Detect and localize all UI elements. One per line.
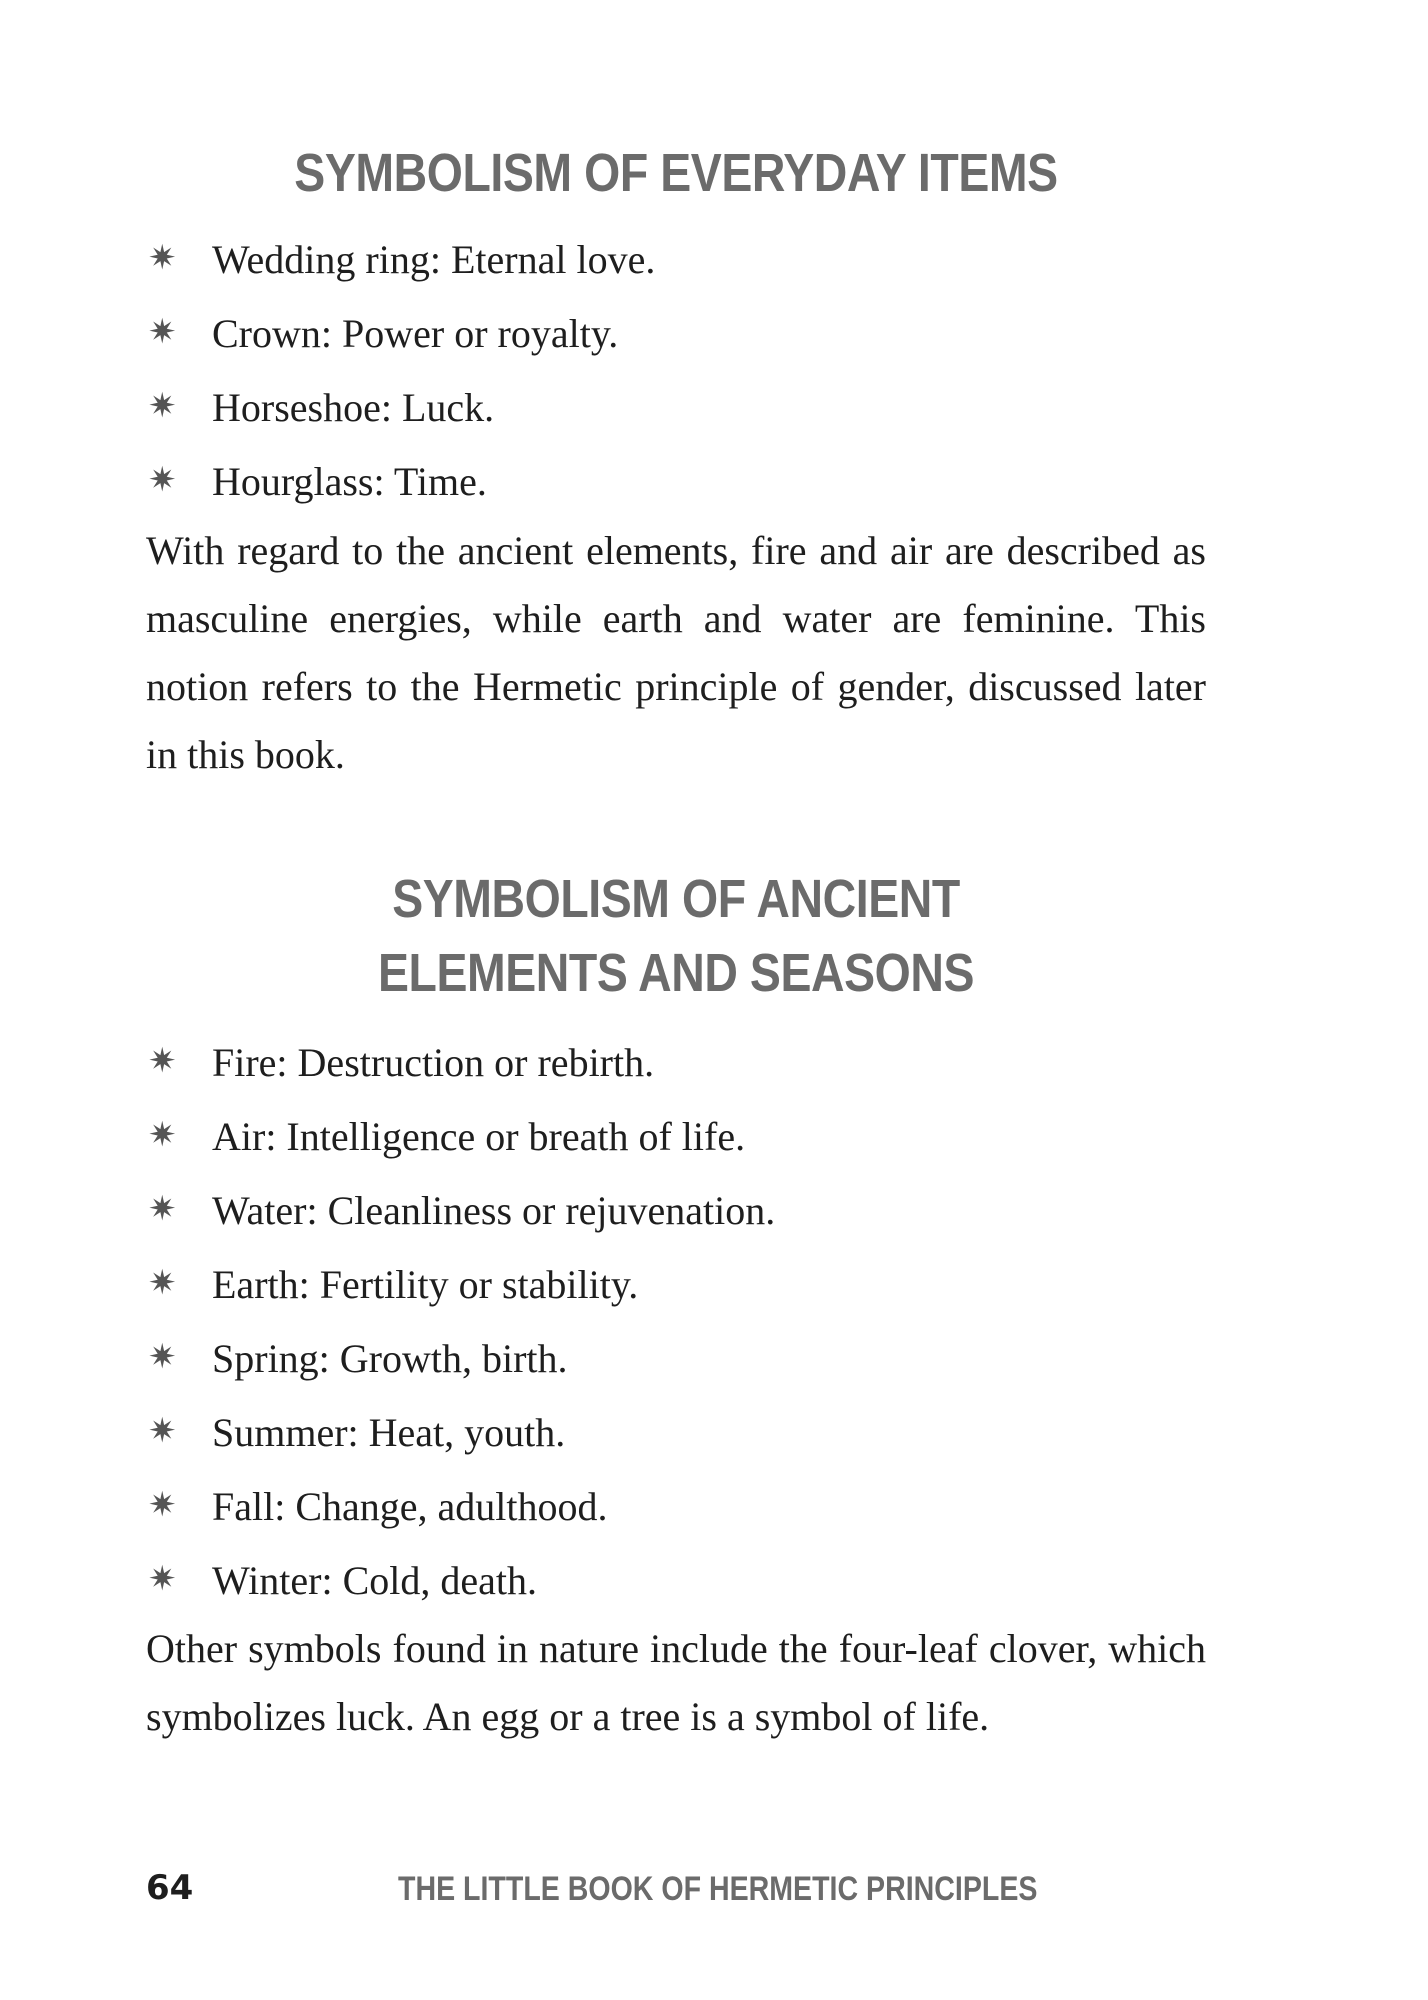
asterisk-star-icon: ✷ <box>148 1487 177 1524</box>
list-item <box>146 444 1206 518</box>
section-heading-elements-seasons <box>220 862 1132 1010</box>
asterisk-star-icon: ✷ <box>148 1339 177 1376</box>
list-item-text: Winter: Cold, death. <box>212 1557 537 1603</box>
asterisk-star-icon: ✷ <box>148 1117 177 1154</box>
list-item <box>146 1173 1206 1247</box>
asterisk-star-icon: ✷ <box>148 240 177 277</box>
elements-seasons-list <box>146 1025 1206 1617</box>
asterisk-star-icon: ✷ <box>148 314 177 351</box>
list-item-text: Fall: Change, adulthood. <box>212 1483 608 1529</box>
asterisk-star-icon: ✷ <box>148 388 177 425</box>
running-title: THE LITTLE BOOK OF HERMETIC PRINCIPLES <box>398 1870 1038 1908</box>
list-item <box>146 222 1206 296</box>
nature-symbols-paragraph: Other symbols found in nature include the four-leaf clover, which symbolizes luck. An egg or a tree is a symbol of life. <box>146 1626 1206 1739</box>
heading-line: SYMBOLISM OF ANCIENT <box>392 869 960 929</box>
elements-gender-paragraph: With regard to the ancient elements, fire and air are described as masculine energies, while earth and water are feminine. This notion refers to the Hermetic principle of gender, discussed later in this book. <box>146 528 1206 777</box>
list-item-text: Summer: Heat, youth. <box>212 1409 566 1455</box>
everyday-items-list <box>146 222 1206 518</box>
list-item-text: Earth: Fertility or stability. <box>212 1261 639 1307</box>
page-footer <box>146 1868 1206 1918</box>
list-item <box>146 370 1206 444</box>
asterisk-star-icon: ✷ <box>148 1265 177 1302</box>
asterisk-star-icon: ✷ <box>148 1043 177 1080</box>
list-item-text: Air: Intelligence or breath of life. <box>212 1113 746 1159</box>
list-item <box>146 1543 1206 1617</box>
list-item <box>146 1099 1206 1173</box>
list-item-text: Horseshoe: Luck. <box>212 384 495 430</box>
list-item-text: Water: Cleanliness or rejuvenation. <box>212 1187 776 1233</box>
asterisk-star-icon: ✷ <box>148 1413 177 1450</box>
page-number: 64 <box>146 1868 194 1908</box>
list-item-text: Wedding ring: Eternal love. <box>212 236 656 282</box>
heading-line: ELEMENTS AND SEASONS <box>377 943 975 1003</box>
asterisk-star-icon: ✷ <box>148 1191 177 1228</box>
list-item <box>146 1025 1206 1099</box>
book-page <box>146 0 1206 2000</box>
list-item <box>146 1469 1206 1543</box>
list-item-text: Fire: Destruction or rebirth. <box>212 1039 655 1085</box>
list-item-text: Crown: Power or royalty. <box>212 310 619 356</box>
section-heading-everyday-items: SYMBOLISM OF EVERYDAY ITEMS <box>294 143 1058 203</box>
asterisk-star-icon: ✷ <box>148 1561 177 1598</box>
asterisk-star-icon: ✷ <box>148 462 177 499</box>
list-item-text: Spring: Growth, birth. <box>212 1335 568 1381</box>
list-item <box>146 296 1206 370</box>
list-item <box>146 1321 1206 1395</box>
list-item-text: Hourglass: Time. <box>212 458 487 504</box>
list-item <box>146 1395 1206 1469</box>
list-item <box>146 1247 1206 1321</box>
